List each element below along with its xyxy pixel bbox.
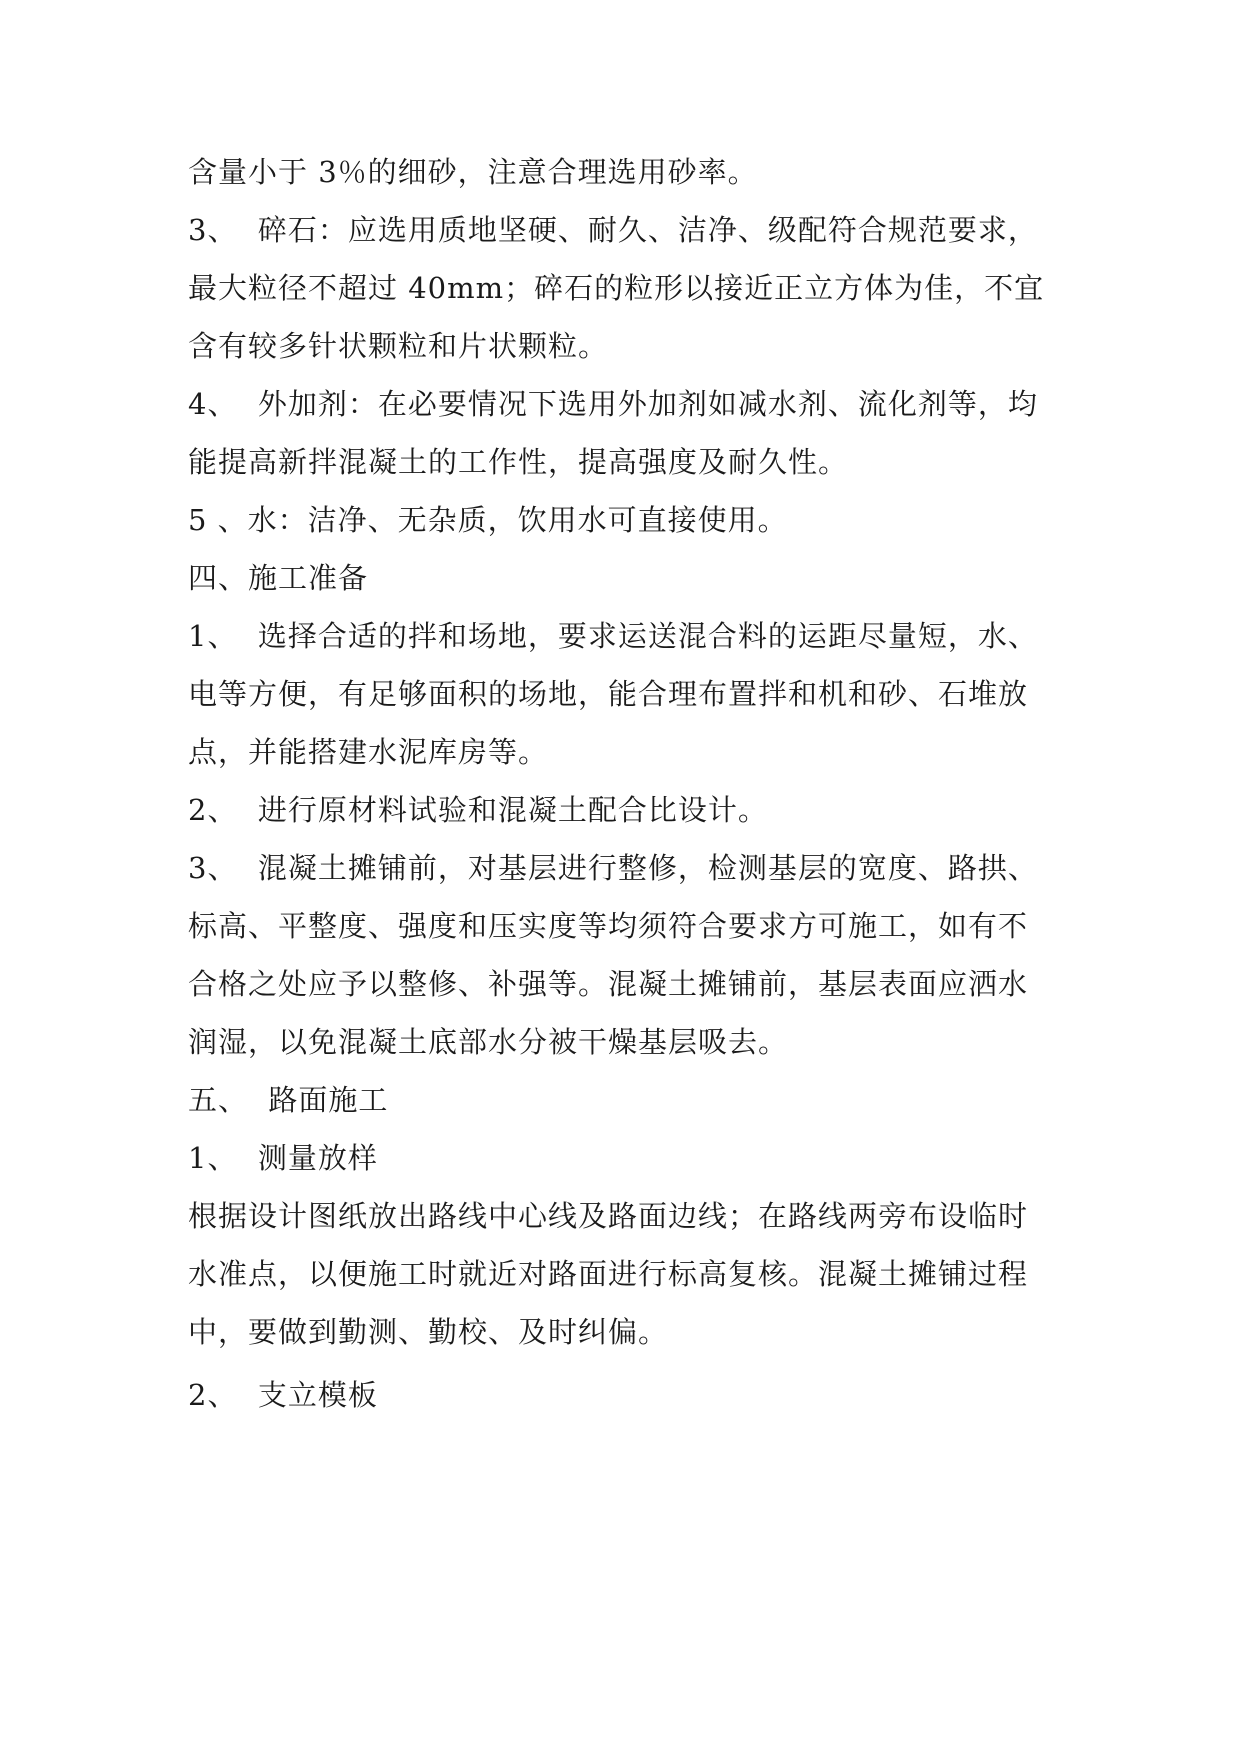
text-line: 最大粒径不超过 40mm；碎石的粒形以接近正立方体为佳，不宜 [188,271,1045,305]
text-line: 根据设计图纸放出路线中心线及路面边线；在路线两旁布设临时 [188,1199,1029,1233]
text-line: 能提高新拌混凝土的工作性，提高强度及耐久性。 [188,445,849,479]
text-line: 1、 选择合适的拌和场地，要求运送混合料的运距尽量短，水、 [188,619,1038,653]
text-line: 含有较多针状颗粒和片状颗粒。 [188,329,609,363]
text-line: 中，要做到勤测、勤校、及时纠偏。 [188,1315,669,1349]
text-line: 润湿，以免混凝土底部水分被干燥基层吸去。 [188,1025,789,1059]
text-line: 3、 碎石：应选用质地坚硬、耐久、洁净、级配符合规范要求， [188,213,1038,247]
section-heading: 四、施工准备 [188,561,369,595]
subsection-heading: 1、 测量放样 [188,1141,378,1175]
section-heading: 五、 路面施工 [188,1083,389,1117]
text-line: 电等方便，有足够面积的场地，能合理布置拌和机和砂、石堆放 [188,677,1029,711]
text-line: 4、 外加剂：在必要情况下选用外加剂如减水剂、流化剂等，均 [188,387,1038,421]
text-line: 点，并能搭建水泥库房等。 [188,735,549,769]
text-line: 3、 混凝土摊铺前，对基层进行整修，检测基层的宽度、路拱、 [188,851,1038,885]
text-line: 5 、水：洁净、无杂质，饮用水可直接使用。 [188,503,788,537]
subsection-heading: 2、 支立模板 [188,1378,378,1412]
text-line: 水准点，以便施工时就近对路面进行标高复核。混凝土摊铺过程 [188,1257,1029,1291]
text-line: 标高、平整度、强度和压实度等均须符合要求方可施工，如有不 [188,909,1029,943]
text-line: 含量小于 3％的细砂，注意合理选用砂率。 [188,155,758,189]
text-line: 2、 进行原材料试验和混凝土配合比设计。 [188,793,768,827]
text-line: 合格之处应予以整修、补强等。混凝土摊铺前，基层表面应洒水 [188,967,1029,1001]
